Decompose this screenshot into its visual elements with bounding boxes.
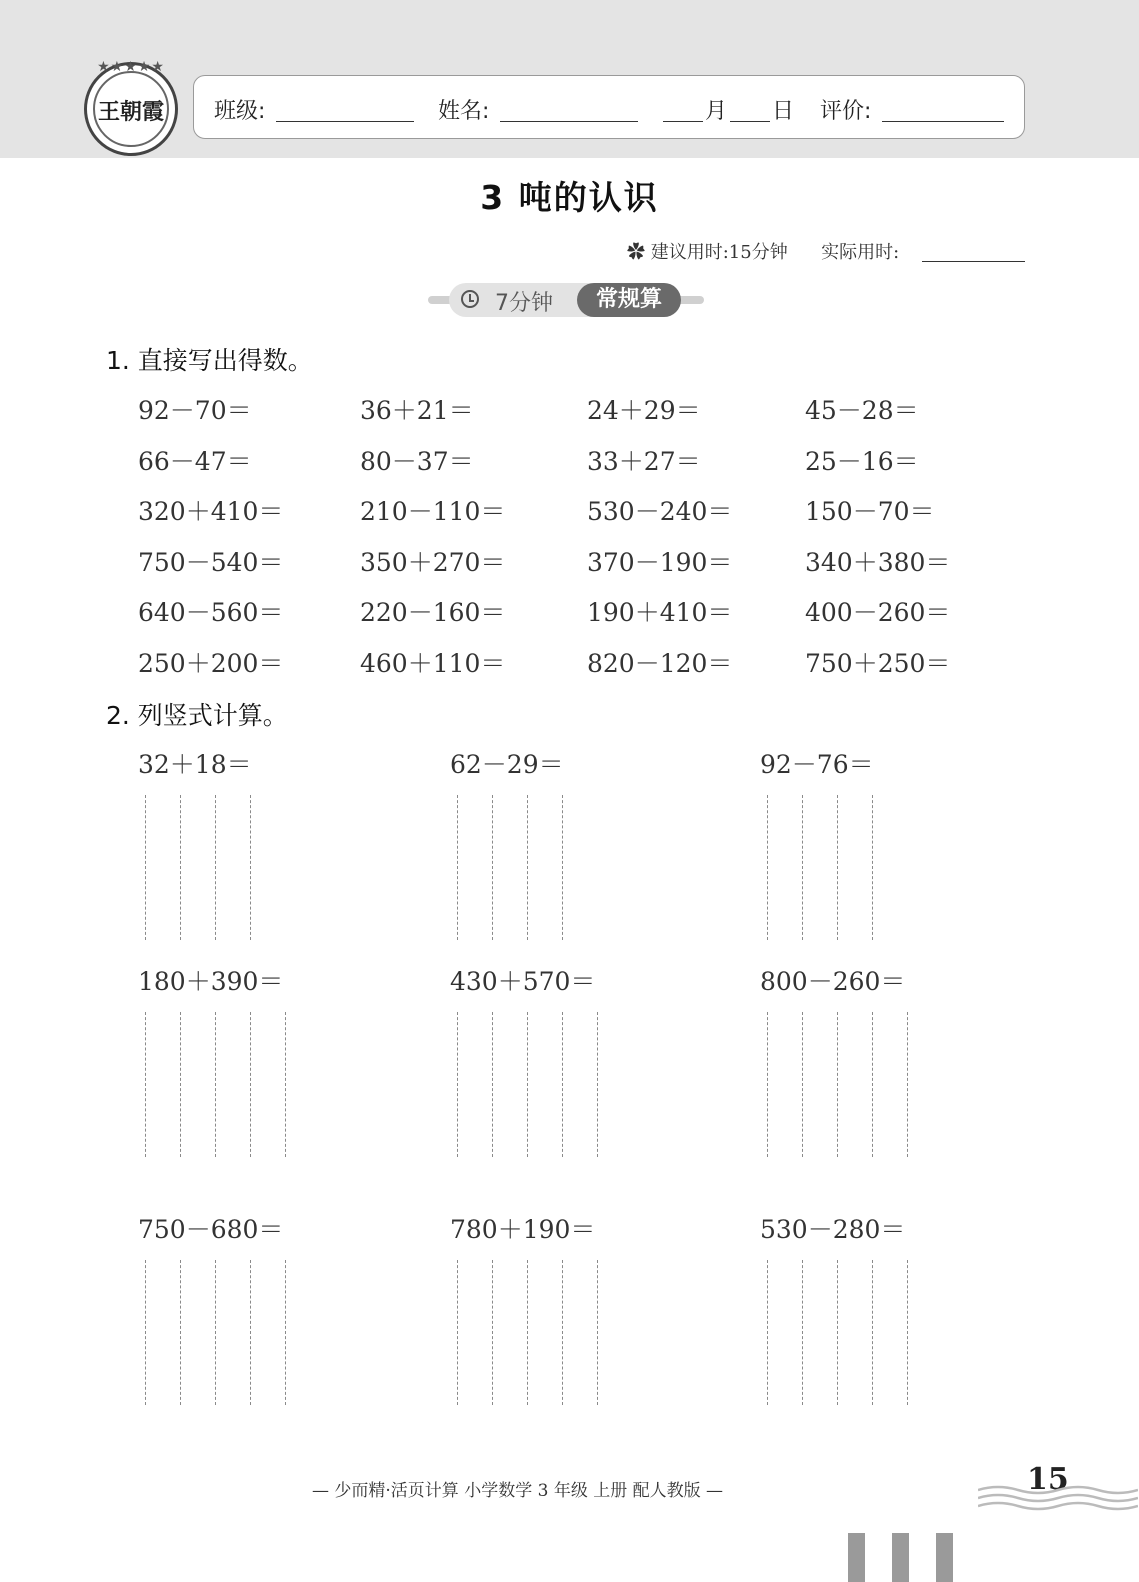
student-info-box: [193, 75, 1025, 139]
flower-icon: ✿: [627, 242, 645, 263]
grid-line: [907, 1012, 908, 1157]
answer-grid[interactable]: [767, 1012, 947, 1157]
mental-problem: 750＋250＝: [805, 649, 951, 678]
wave-decoration: [978, 1480, 1138, 1516]
column-problem: 180＋390＝: [138, 967, 284, 996]
day-label: 日: [772, 99, 795, 124]
grid-line: [145, 795, 146, 940]
answer-grid[interactable]: [145, 795, 325, 940]
section-tag: 常规算: [577, 283, 681, 317]
stopwatch-icon: [461, 290, 479, 308]
grid-line: [285, 1012, 286, 1157]
column-problem: 430＋570＝: [450, 967, 596, 996]
answer-grid[interactable]: [457, 1012, 637, 1157]
month-field[interactable]: [663, 121, 703, 122]
mental-problem: 150－70＝: [805, 497, 935, 527]
page-number: 15: [1027, 1462, 1069, 1497]
name-field[interactable]: [500, 121, 638, 122]
grid-line: [767, 1012, 768, 1157]
class-field[interactable]: [276, 121, 414, 122]
grid-line: [180, 1012, 181, 1157]
month-label: 月: [705, 99, 728, 124]
rating-field[interactable]: [882, 121, 1004, 122]
column-problem: 62－29＝: [450, 750, 564, 779]
grid-line: [527, 795, 528, 940]
publisher-logo: [84, 59, 178, 156]
grid-line: [457, 795, 458, 940]
grid-line: [250, 1012, 251, 1157]
mental-problem: 750－540＝: [138, 547, 284, 577]
grid-line: [837, 1012, 838, 1157]
time-info: [627, 238, 899, 264]
star-icon: ★★★★★: [97, 59, 165, 75]
grid-line: [597, 1260, 598, 1405]
mental-problem: 66－47＝: [138, 446, 252, 476]
grid-line: [872, 795, 873, 940]
section-minutes: 7分钟: [495, 291, 553, 316]
grid-line: [837, 1260, 838, 1405]
question-2-heading: 2. 列竖式计算。: [106, 701, 288, 730]
suggested-time: 建议用时:15分钟: [650, 242, 788, 263]
mental-problem: 36＋21＝: [360, 396, 474, 425]
answer-grid[interactable]: [145, 1260, 325, 1405]
answer-grid[interactable]: [767, 795, 947, 940]
grid-line: [145, 1260, 146, 1405]
answer-grid[interactable]: [767, 1260, 947, 1405]
grid-line: [145, 1012, 146, 1157]
mental-problem: 24＋29＝: [587, 396, 701, 425]
grid-line: [907, 1260, 908, 1405]
column-problem: 800－260＝: [760, 967, 906, 996]
grid-line: [527, 1012, 528, 1157]
page-tab: [936, 1533, 953, 1582]
answer-grid[interactable]: [457, 795, 637, 940]
grid-line: [802, 1012, 803, 1157]
grid-line: [802, 795, 803, 940]
footer-text: — 少而精·活页计算 小学数学 3 年级 上册 配人教版 —: [312, 1481, 724, 1501]
page-title: 3 吨的认识: [480, 178, 659, 217]
grid-line: [767, 1260, 768, 1405]
grid-line: [837, 795, 838, 940]
grid-line: [215, 795, 216, 940]
actual-time-field[interactable]: [922, 261, 1025, 262]
column-problem: 750－680＝: [138, 1215, 284, 1244]
mental-problem: 25－16＝: [805, 446, 919, 476]
mental-problem: 350＋270＝: [360, 547, 506, 577]
actual-time-label: 实际用时:: [821, 242, 900, 263]
grid-line: [457, 1260, 458, 1405]
question-1-heading: 1. 直接写出得数。: [106, 346, 313, 375]
grid-line: [457, 1012, 458, 1157]
grid-line: [492, 795, 493, 940]
mental-problem: 460＋110＝: [360, 649, 506, 678]
grid-line: [285, 1260, 286, 1405]
mental-problem: 820－120＝: [587, 649, 733, 678]
section-header: [449, 283, 681, 317]
page-tab: [892, 1533, 909, 1582]
mental-problem: 92－70＝: [138, 396, 252, 425]
column-problem: 92－76＝: [760, 750, 874, 779]
answer-grid[interactable]: [145, 1012, 325, 1157]
mental-problem: 530－240＝: [587, 497, 733, 527]
grid-line: [527, 1260, 528, 1405]
grid-line: [250, 795, 251, 940]
mental-problem: 210－110＝: [360, 497, 506, 527]
name-label: 姓名:: [438, 99, 490, 124]
grid-line: [492, 1012, 493, 1157]
column-problem: 32＋18＝: [138, 750, 252, 779]
column-problem: 780＋190＝: [450, 1215, 596, 1244]
grid-line: [180, 795, 181, 940]
grid-line: [872, 1012, 873, 1157]
grid-line: [802, 1260, 803, 1405]
mental-problem: 400－260＝: [805, 598, 951, 628]
day-field[interactable]: [730, 121, 770, 122]
logo-text: 王朝霞: [97, 99, 164, 125]
mental-problem: 45－28＝: [805, 396, 919, 425]
mental-problem: 370－190＝: [587, 547, 733, 577]
grid-line: [250, 1260, 251, 1405]
mental-problem: 640－560＝: [138, 598, 284, 628]
grid-line: [872, 1260, 873, 1405]
grid-line: [562, 1012, 563, 1157]
mental-problem: 220－160＝: [360, 598, 506, 628]
grid-line: [767, 795, 768, 940]
grid-line: [215, 1012, 216, 1157]
grid-line: [597, 1012, 598, 1157]
column-problem: 530－280＝: [760, 1215, 906, 1244]
rating-label: 评价:: [820, 99, 872, 124]
mental-problem: 190＋410＝: [587, 598, 733, 628]
answer-grid[interactable]: [457, 1260, 637, 1405]
class-label: 班级:: [214, 99, 266, 124]
mental-problem: 33＋27＝: [587, 446, 701, 476]
mental-problem: 250＋200＝: [138, 649, 284, 678]
mental-problem: 80－37＝: [360, 446, 474, 476]
grid-line: [492, 1260, 493, 1405]
page-tab: [848, 1533, 865, 1582]
mental-problem: 340＋380＝: [805, 547, 951, 577]
mental-problem: 320＋410＝: [138, 497, 284, 527]
grid-line: [215, 1260, 216, 1405]
grid-line: [562, 1260, 563, 1405]
grid-line: [180, 1260, 181, 1405]
grid-line: [562, 795, 563, 940]
